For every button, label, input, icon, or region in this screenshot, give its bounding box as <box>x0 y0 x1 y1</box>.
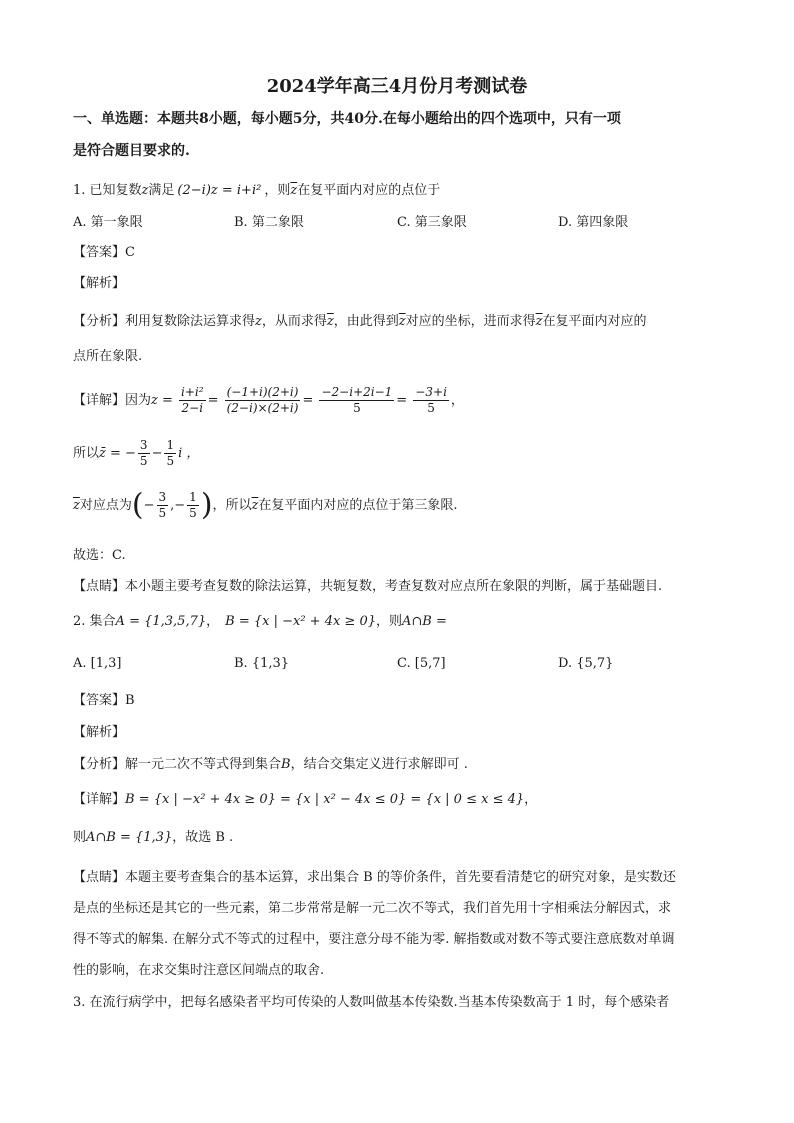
q2-option-b: B. {1,3} <box>234 656 290 671</box>
q1-detail-frac-2 <box>225 385 301 416</box>
q1-point-a: 对应点为 <box>79 498 132 513</box>
section-heading-line-1: 一、单选题：本题共8小题，每小题5分，共40分.在每小题给出的四个选项中，只有一项 <box>73 111 621 127</box>
q2-fenxi-b: ，结合交集定义进行求解即可 . <box>290 757 468 772</box>
q1-so-frac-1-num: 3 <box>139 438 148 452</box>
q2-then <box>73 829 233 847</box>
q1-fenxi-z: z <box>255 314 262 329</box>
q1-detail-frac-3-num: −2−i+2i−1 <box>321 385 393 399</box>
q1-fenxi-zbar2: $\overline{z}$ <box>398 314 406 329</box>
q1-so-frac-2 <box>164 438 176 469</box>
q1-stem <box>73 182 440 200</box>
q2-answer: 【答案】B <box>73 693 135 708</box>
q1-so-label: 所以 <box>73 446 100 461</box>
q2-comment-line-1: 【点睛】本题主要考查集合的基本运算，求出集合 B 的等价条件，首先要看清楚它的研究对象，是实数还 <box>73 870 676 885</box>
q1-detail-end: ， <box>450 393 464 408</box>
q1-detail-frac-1 <box>179 385 206 416</box>
q1-stem-d: 在复平面内对应的点位于 <box>297 183 441 198</box>
q2-inter: A∩B = <box>402 614 447 629</box>
q1-detail-frac-1-den: 2−i <box>181 401 204 415</box>
q2-comment-line-2: 是点的坐标还是其它的一些元素，第二步常常是解一元二次不等式，我们首先用十字相乘法分解因式，求 <box>73 901 672 916</box>
q2-comment-line-4: 性的影响，在求交集时注意区间端点的取舍. <box>73 963 325 978</box>
q1-fenxi-zbar: $\overline{z}$ <box>326 314 334 329</box>
q1-fenxi-c: ，由此得到 <box>333 314 399 329</box>
q1-analysis-label: 【解析】 <box>73 276 126 291</box>
q2-option-a: A. [1,3] <box>73 656 122 671</box>
q2-set-a: A = {1,3,5,7} <box>115 614 207 629</box>
q1-detail-frac-4 <box>413 385 449 416</box>
q1-option-b: B. 第二象限 <box>234 215 304 230</box>
q2-detail-expr: B = {x | −x² + 4x ≥ 0} = {x | x² − 4x ≤ 0} = {x | 0 ≤ x ≤ 4} <box>125 792 525 807</box>
q2-fenxi <box>73 756 468 774</box>
q2-fenxi-b-var: B <box>281 757 291 772</box>
q1-point-c: 在复平面内对应的点位于第三象限. <box>258 498 458 513</box>
q1-so-frac-1-den: 5 <box>139 454 148 468</box>
section-heading-line-2: 是符合题目要求的. <box>73 143 190 159</box>
q1-fenxi-a: 【分析】利用复数除法运算求得 <box>73 314 256 329</box>
q1-detail-frac-3 <box>319 385 394 416</box>
q1-fenxi-b: ，从而求得 <box>261 314 327 329</box>
q1-point-b: ，所以 <box>212 498 252 513</box>
q1-detail-frac-4-den: 5 <box>427 401 435 415</box>
q2-comment-line-3: 得不等式的解集. 在解分式不等式的过程中，要注意分母不能为零. 解指数或对数不等式要注意底数对单调 <box>73 932 675 947</box>
q1-detail-label: 【详解】因为 <box>73 393 152 408</box>
page-title: 2024学年高三4月份月考测试卷 <box>266 76 528 97</box>
q1-option-c: C. 第三象限 <box>397 215 467 230</box>
q1-comment: 【点睛】本小题主要考查复数的除法运算，共轭复数，考查复数对应点所在象限的判断，属于基础题目. <box>73 579 663 594</box>
q2-option-c: C. [5,7] <box>397 656 446 671</box>
q1-so-frac-2-den: 5 <box>166 454 175 468</box>
q1-point-frac-2-den: 5 <box>189 506 197 520</box>
q1-point-zbar2: $\overline{z}$ <box>251 498 259 513</box>
q1-point-frac-1-num: 3 <box>158 490 167 504</box>
q2-stem-label: 2. 集合 <box>73 614 116 629</box>
q1-so-end: i ， <box>178 446 200 461</box>
q1-detail-frac-4-num: −3+i <box>415 385 447 399</box>
q1-var-z: z <box>141 183 149 198</box>
q1-point-zbar: $\overline{z}$ <box>73 498 80 513</box>
q1-point-lparen: ( <box>131 487 144 523</box>
q2-then-b: ，故选 B . <box>172 830 234 845</box>
q1-detail-frac-2-num: (−1+i)(2+i) <box>226 385 299 399</box>
q2-then-expr: A∩B = {1,3} <box>86 830 173 845</box>
q1-detail-frac-3-den: 5 <box>353 401 361 415</box>
q1-so <box>73 438 199 469</box>
q2-detail-label: 【详解】 <box>73 792 126 807</box>
q2-detail <box>73 791 537 809</box>
q1-detail: 【详解】因为z = $\frac{\text{i+i²}}{2-i}$ = $\frac{(-1+i)(2+i)}{(2-i)\times(2+i)}$ = $\frac{-2-i+2i-1}{5}$ = $\frac{-3+i}{5}$ ， <box>73 385 464 415</box>
q1-fenxi <box>73 313 647 331</box>
q1-fenxi-e: 在复平面内对应的 <box>542 314 647 329</box>
q1-fenxi-d: 对应的坐标，进而求得 <box>405 314 536 329</box>
q2-stem <box>73 613 447 631</box>
q1-point-rparen: ) <box>200 487 213 523</box>
q1-detail-frac-2-den: (2−i)×(2+i) <box>226 401 299 415</box>
q1-point-frac-1-den: 5 <box>158 506 167 520</box>
q1-option-a: A. 第一象限 <box>73 215 143 230</box>
q1-so-mid: − <box>151 446 163 461</box>
q1-stem-a: 1. 已知复数 <box>73 183 142 198</box>
q3-stem: 3. 在流行病学中，把每名感染者平均可传染的人数叫做基本传染数.当基本传染数高于 1 时，每个感染者 <box>73 995 670 1010</box>
q1-var-zbar: $\overline{z}$ <box>290 183 298 198</box>
q1-detail-eq: z = <box>151 393 173 408</box>
q2-set-b: B = {x | −x² + 4x ≥ 0} <box>225 614 376 629</box>
q1-so-eq-left: z̄ = − <box>99 446 136 461</box>
q2-sep: ， <box>206 614 220 629</box>
q1-so-frac-1 <box>138 438 150 469</box>
q2-stem-end: ，则 <box>376 614 403 629</box>
q1-detail-frac-1-num: i+i² <box>181 385 204 399</box>
q1-fenxi-line-2: 点所在象限. <box>73 349 143 364</box>
q2-option-d: D. {5,7} <box>558 656 614 671</box>
q2-then-a: 则 <box>73 830 87 845</box>
q1-point: $\overline{z}$对应点为(− $\frac{3}{5}$ ,− $\frac{1}{5}$ )，所以$\overline{z}$在复平面内对应的点位于第三象限. <box>73 487 458 523</box>
q1-fenxi-zbar3: $\overline{z}$ <box>535 314 543 329</box>
q1-point-frac-2-num: 1 <box>189 490 197 504</box>
q2-analysis-label: 【解析】 <box>73 725 126 740</box>
q1-option-d: D. 第四象限 <box>558 215 629 230</box>
q1-point-frac-1 <box>157 490 169 521</box>
q2-fenxi-a: 【分析】解一元二次不等式得到集合 <box>73 757 282 772</box>
q1-stem-b: 满足 <box>148 183 175 198</box>
q1-point-frac-2 <box>187 490 199 521</box>
q1-stem-expr: (2−i)z = i+i² <box>177 183 262 198</box>
q1-answer: 【答案】C <box>73 245 135 260</box>
q1-stem-c: ，则 <box>264 183 291 198</box>
q1-so-frac-2-num: 1 <box>166 438 175 452</box>
q1-choose: 故选：C. <box>73 548 126 563</box>
q2-detail-end: ， <box>524 792 538 807</box>
